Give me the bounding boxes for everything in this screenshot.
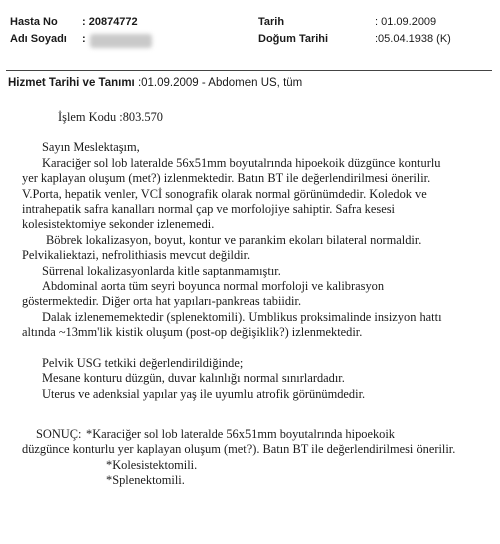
redacted-name: [90, 34, 152, 48]
conclusion-line: düzgünce konturlu yer kaplayan oluşum (met?). Batın BT ile değerlendirilmesi önerilir.: [22, 442, 456, 457]
procedure-code: İşlem Kodu :803.570: [58, 110, 163, 124]
patient-name-colon: :: [82, 33, 86, 45]
paragraph-kidney: Böbrek lokalizasyon, boyut, kontur ve parankim ekoları bilateral normaldir.: [46, 232, 422, 247]
paragraph-aorta: Abdominal aorta tüm seyri boyunca normal morfoloji ve kalibrasyon: [42, 279, 385, 294]
paragraph-liver-line: kolesistektomiye sekonder izlenemedi.: [22, 217, 215, 232]
paragraph-liver: Karaciğer sol lob lateralde 56x51mm boyutalrında hipoekoik düzgünce konturlu: [42, 155, 441, 170]
conclusion-first-line: [22, 427, 488, 442]
birth-date-value: :05.04.1938 (K): [375, 33, 451, 45]
conclusion-label: SONUÇ:: [36, 426, 82, 441]
paragraph-spleen: Dalak izlenememektedir (splenektomili). Umblikus proksimalinde insizyon hattı: [42, 309, 442, 324]
date-label: Tarih: [258, 16, 285, 28]
conclusion-item: *Kolesistektomili.: [106, 457, 198, 472]
report-body: [22, 110, 488, 489]
patient-no-label: Hasta No: [10, 16, 58, 28]
paragraph-liver-line: intrahepatik safra kanalları normal çap ve morfolojiye sahiptir. Safra kesesi: [22, 202, 395, 217]
paragraph-spleen-line: altında ~13mm'lik kistik oluşum (post-op değişiklik?) izlenmektedir.: [22, 325, 363, 340]
service-value: :01.09.2009 - Abdomen US, tüm: [134, 77, 303, 89]
pelvic-intro: Pelvik USG tetkiki değerlendirildiğinde;: [42, 355, 244, 370]
greeting: Sayın Meslektaşım,: [42, 140, 140, 155]
paragraph-liver-line: V.Porta, hepatik venler, VCİ sonografik olarak normal görünümdedir. Koledok ve: [22, 186, 427, 201]
patient-name-label: Adı Soyadı: [10, 33, 67, 45]
conclusion-line: *Karaciğer sol lob lateralde 56x51mm boyutalrında hipoekoik: [86, 426, 395, 441]
service-label: Hizmet Tarihi ve Tanımı: [8, 77, 135, 89]
pelvic-line: Mesane konturu düzgün, duvar kalınlığı normal sınırlardadır.: [42, 371, 345, 386]
conclusion-item: *Splenektomili.: [106, 473, 185, 488]
paragraph-adrenal: Sürrenal lokalizasyonlarda kitle saptanmamıştır.: [42, 263, 281, 278]
paragraph-aorta-line: göstermektedir. Diğer orta hat yapıları-pankreas tabiidir.: [22, 294, 302, 309]
paragraph-kidney-line: Pelvikaliektazi, nefrolithiasis mevcut değildir.: [22, 248, 251, 263]
header-divider: [6, 70, 492, 71]
patient-no-value: : 20874772: [82, 16, 138, 28]
service-line: [8, 77, 302, 89]
paragraph-liver-line: yer kaplayan oluşum (met?) izlenmektedir. Batın BT ile değerlendirilmesi önerilir.: [22, 171, 431, 186]
birth-date-label: Doğum Tarihi: [258, 33, 329, 45]
pelvic-line: Uterus ve adenksial yapılar yaş ile uyumlu atrofik görünümdedir.: [42, 386, 366, 401]
date-value: : 01.09.2009: [375, 16, 437, 28]
